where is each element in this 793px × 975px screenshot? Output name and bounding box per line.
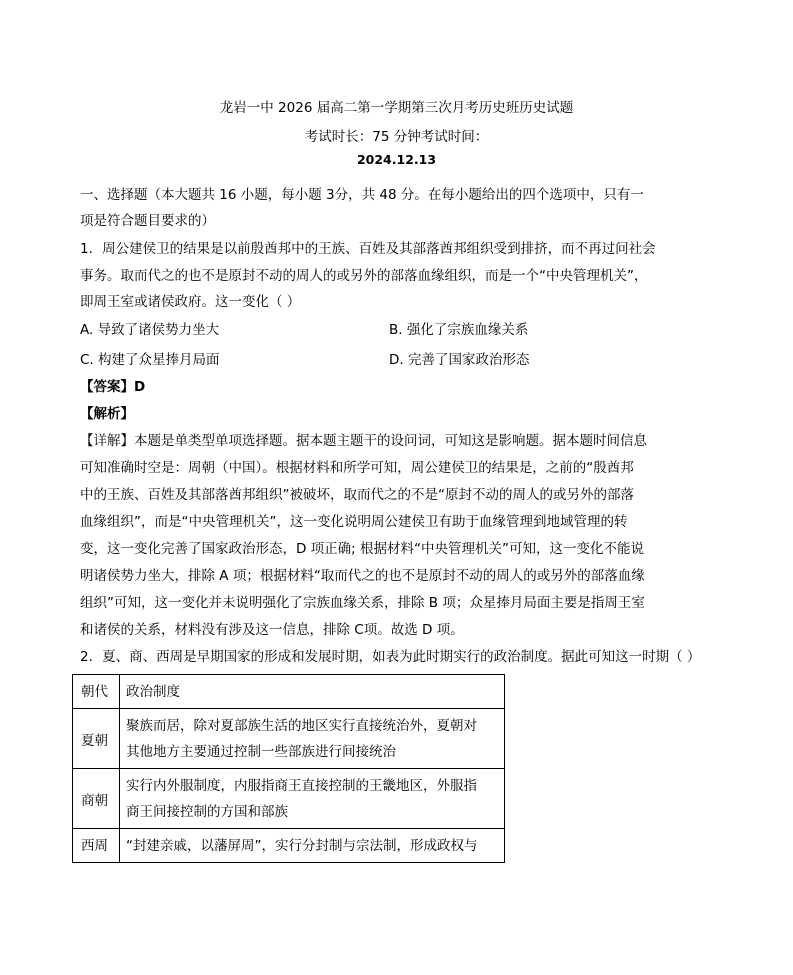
q1-option-b: B. 强化了宗族血缘关系 bbox=[389, 322, 529, 338]
q1-detail-line: 明诸侯势力坐大，排除 A 项；根据材料“取而代之的也不是原封不动的周人的或另外的部落血缘 bbox=[80, 568, 645, 584]
q1-detail-line: 和诸侯的关系，材料没有涉及这一信息，排除 C项。故选 D 项。 bbox=[80, 622, 464, 638]
q2-stem: 2．夏、商、西周是早期国家的形成和发展时期，如表为此时期实行的政治制度。据此可知这一时期（ ） bbox=[80, 649, 701, 665]
table-header-system: 政治制度 bbox=[120, 675, 505, 709]
table-cell-line: “封建亲戚，以藩屏周”，实行分封制与宗法制，形成政权与 bbox=[126, 838, 478, 854]
section-heading-line2: 项是符合题目要求的） bbox=[80, 213, 215, 229]
table-header-dynasty: 朝代 bbox=[73, 675, 120, 709]
q1-detail-line: 组织”可知，这一变化并未说明强化了宗族血缘关系，排除 B 项；众星捧月局面主要是指周王室 bbox=[80, 595, 645, 611]
table-row bbox=[73, 709, 505, 769]
q1-option-a: A. 导致了诸侯势力坐大 bbox=[80, 322, 220, 338]
table-cell-dynasty: 西周 bbox=[73, 829, 120, 863]
table-cell-dynasty: 商朝 bbox=[73, 769, 120, 829]
table-row bbox=[73, 769, 505, 829]
q1-stem-line: 1．周公建侯卫的结果是以前殷酋邦中的王族、百姓及其部落酋邦组织受到排挤，而不再过问社会 bbox=[80, 241, 656, 257]
table-cell-dynasty: 夏朝 bbox=[73, 709, 120, 769]
q1-option-d: D. 完善了国家政治形态 bbox=[389, 352, 530, 368]
q1-detail-line: 血缘组织”，而是“中央管理机关”，这一变化说明周公建侯卫有助于血缘管理到地域管理的转 bbox=[80, 514, 628, 530]
q1-detail-line: 中的王族、百姓及其部落酋邦组织”被破坏，取而代之的不是“原封不动的周人的或另外的部落 bbox=[80, 487, 634, 503]
political-system-table bbox=[72, 674, 505, 863]
table-cell-line: 其他地方主要通过控制一些部族进行间接统治 bbox=[126, 744, 396, 760]
q1-option-c: C. 构建了众星捧月局面 bbox=[80, 352, 220, 368]
table-cell-line: 聚族而居，除对夏部族生活的地区实行直接统治外，夏朝对 bbox=[126, 718, 477, 734]
table-cell-system bbox=[120, 829, 505, 863]
table-cell-line: 商王间接控制的方国和部族 bbox=[126, 804, 288, 820]
section-heading-line1: 一、选择题（本大题共 16 小题，每小题 3分，共 48 分。在每小题给出的四个选项中，只有一 bbox=[80, 187, 644, 203]
q1-detail-line: 可知准确时空是：周朝（中国）。根据材料和所学可知，周公建侯卫的结果是，之前的“殷酋邦 bbox=[80, 460, 634, 476]
table-cell-line: 实行内外服制度，内服指商王直接控制的王畿地区，外服指 bbox=[126, 778, 477, 794]
q1-analysis-label: 【解析】 bbox=[80, 406, 134, 422]
q1-detail-line: 变，这一变化完善了国家政治形态，D 项正确; 根据材料“中央管理机关”可知，这一变化不能说 bbox=[80, 541, 645, 557]
exam-date: 2024.12.13 bbox=[356, 152, 437, 167]
table-cell-system bbox=[120, 769, 505, 829]
q1-detail-line: 【详解】本题是单类型单项选择题。据本题主题干的设问词，可知这是影响题。据本题时间信息 bbox=[80, 433, 647, 449]
table-cell-system bbox=[120, 709, 505, 769]
exam-title: 龙岩一中 2026 届高二第一学期第三次月考历史班历史试题 bbox=[219, 100, 574, 116]
q1-stem-line: 事务。取而代之的也不是原封不动的周人的或另外的部落血缘组织，而是一个“中央管理机关”， bbox=[80, 268, 648, 284]
q1-answer: 【答案】D bbox=[80, 379, 146, 395]
q1-stem-line: 即周王室或诸侯政府。这一变化（ ） bbox=[80, 294, 301, 310]
exam-duration: 考试时长：75 分钟考试时间： bbox=[304, 129, 489, 145]
table-header-row bbox=[73, 675, 505, 709]
table-row bbox=[73, 829, 505, 863]
